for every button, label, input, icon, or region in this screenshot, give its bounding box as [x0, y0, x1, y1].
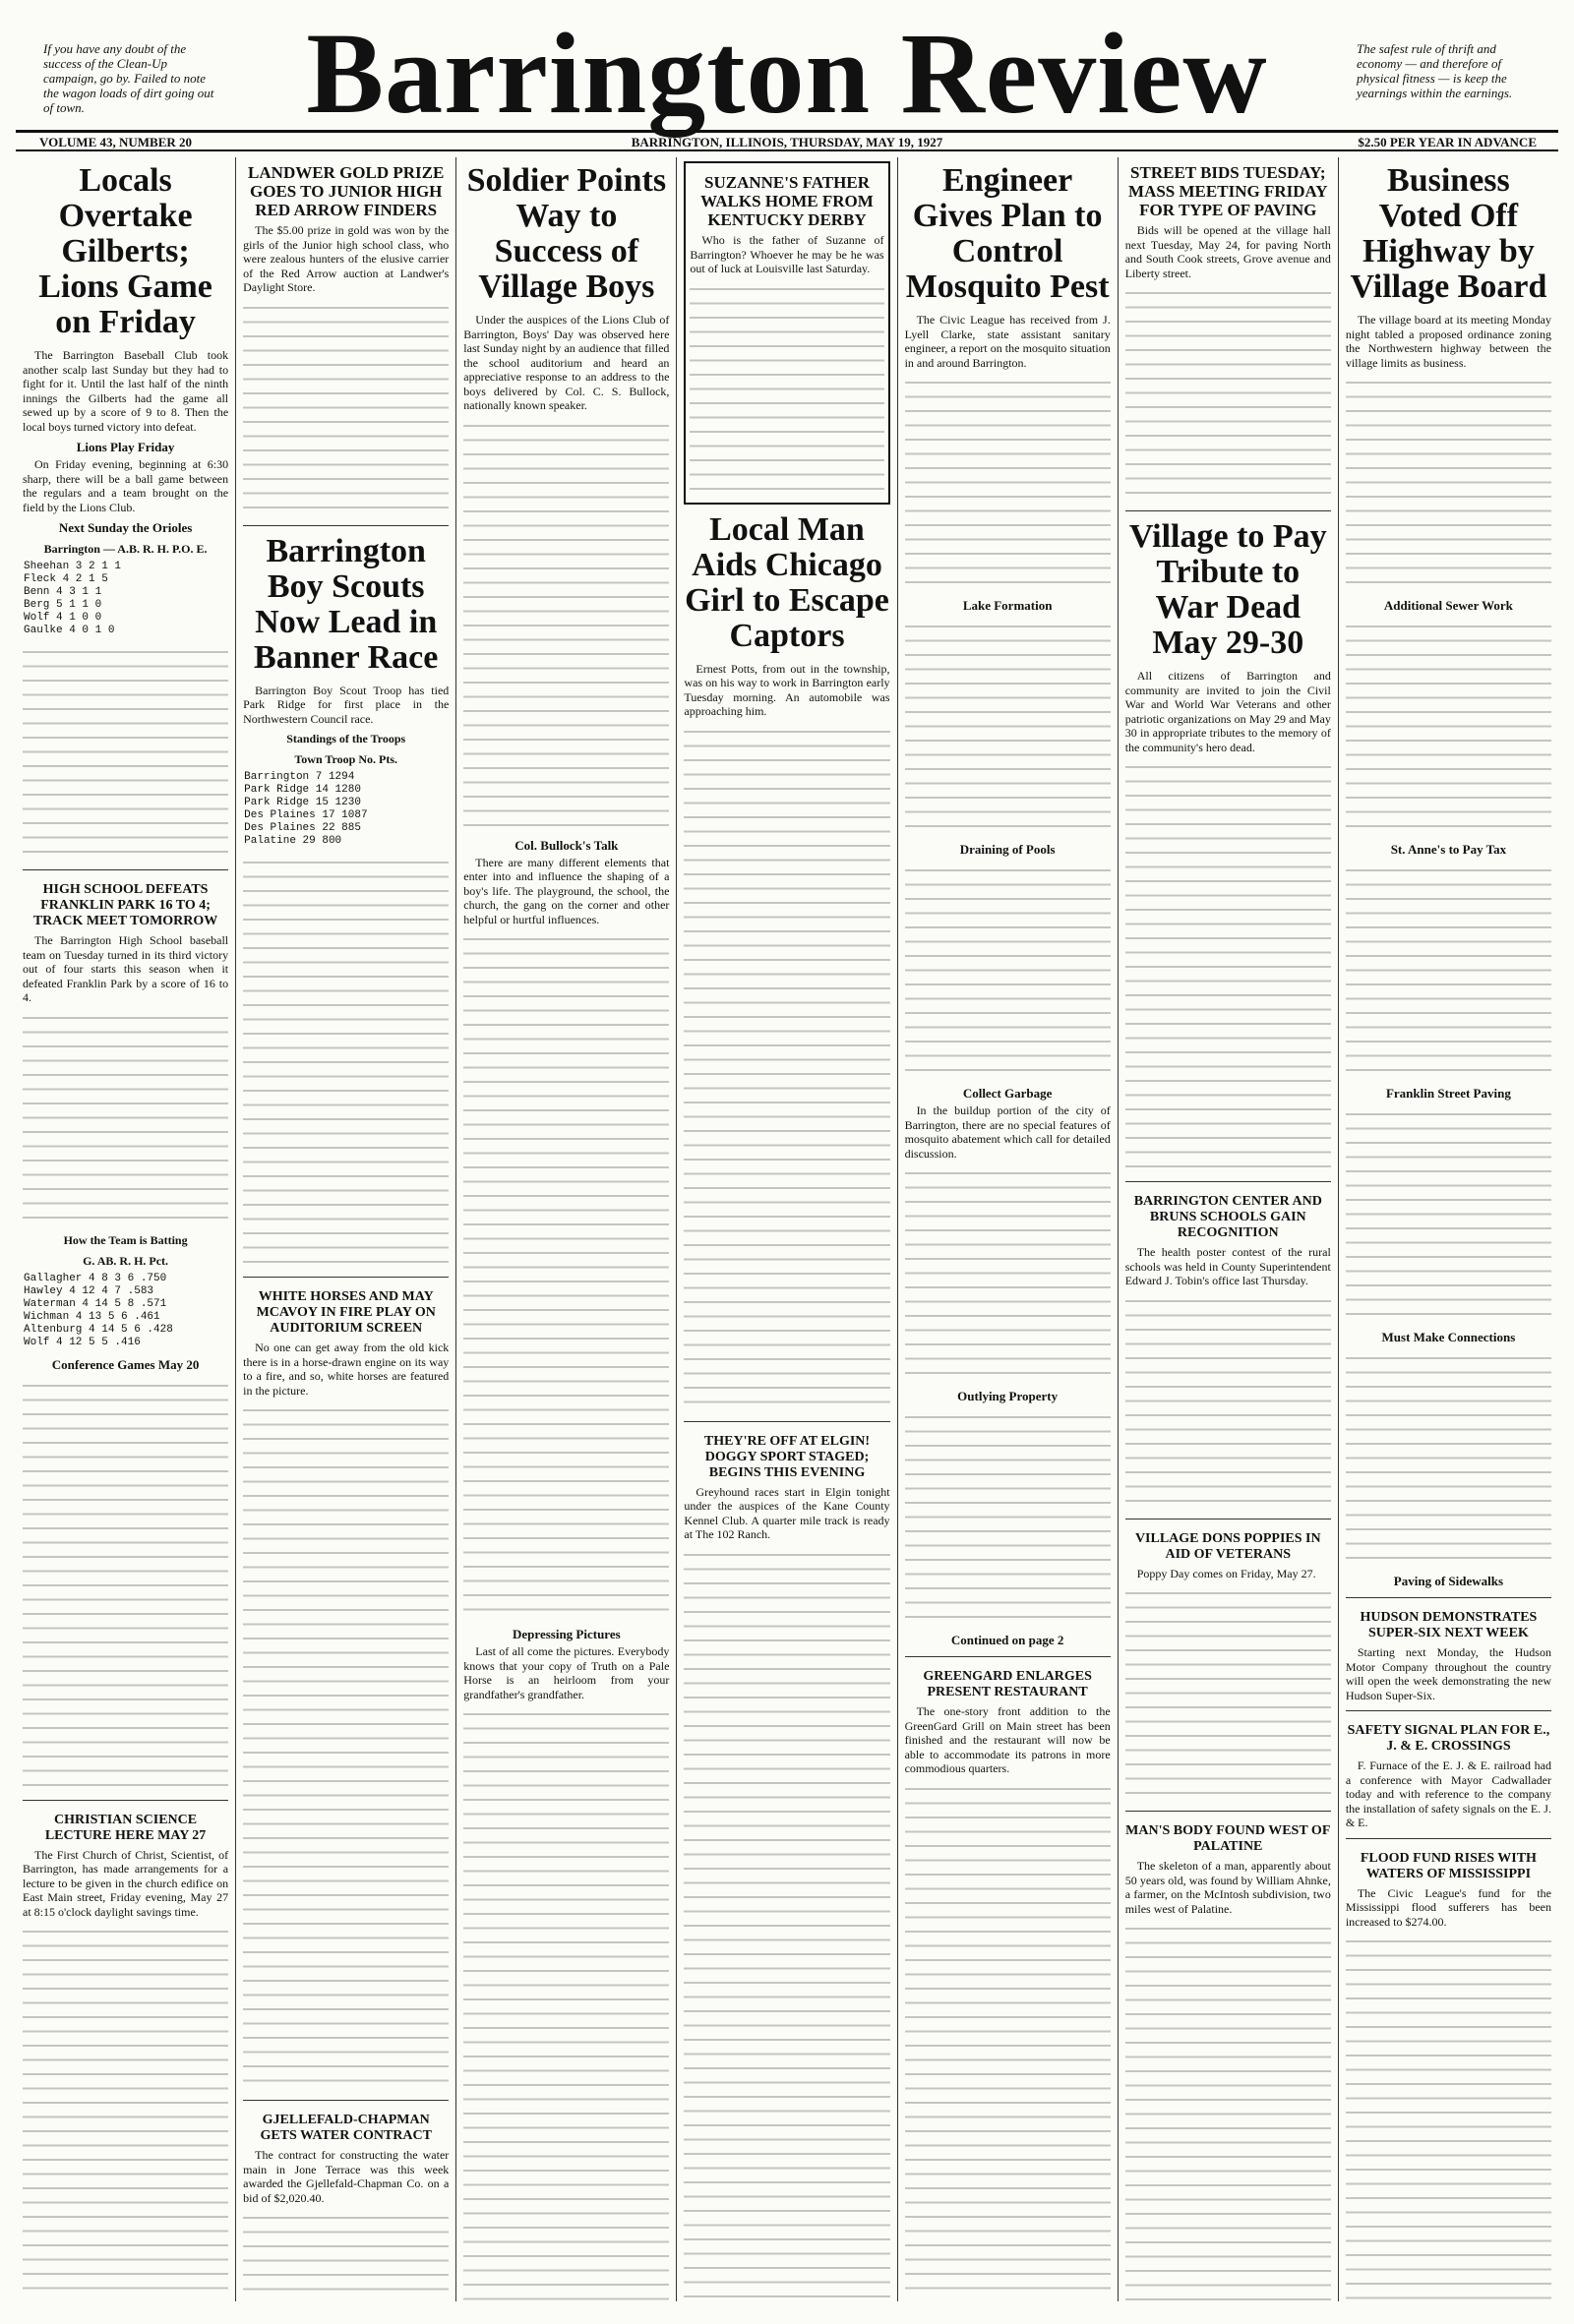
article-text-block	[1125, 760, 1331, 1173]
headline-white-horses: WHITE HORSES AND MAY MCAVOY IN FIRE PLAY ON AUDITORIUM SCREEN	[256, 1289, 436, 1336]
article-text: The Barrington Baseball Club took another scalp last Sunday but they had to fight for it. Until the last half of the ninth innings the Gilberts had the game all sewed up by a score of 9 to 8. Then the local boys turned victory into defeat.	[23, 348, 229, 434]
table-cell: Park Ridge 15 1230	[244, 797, 361, 808]
subhead: Must Make Connections	[1381, 1330, 1516, 1344]
article-text-block	[905, 1782, 1111, 2302]
headline-hudson: HUDSON DEMONSTRATES SUPER-SIX NEXT WEEK	[1360, 1610, 1538, 1640]
table-row	[23, 573, 228, 586]
article-text-block	[23, 1925, 228, 2301]
table-cell: Berg 5 1 1 0	[24, 599, 102, 611]
headline-poppies: VILLAGE DONS POPPIES IN AID OF VETERANS	[1134, 1530, 1321, 1562]
headline-high-school: HIGH SCHOOL DEFEATS FRANKLIN PARK 16 TO 4; TRACK MEET TOMORROW	[32, 882, 218, 928]
article-text-block	[23, 1011, 228, 1227]
article-text: The one-story front addition to the GreenGard Grill on Main street has been finished and the restaurant will now be able to accommodate its patrons in more commodious quarters.	[904, 1704, 1111, 1775]
table-cell: Sheehan 3 2 1 1	[24, 561, 122, 572]
troop-table-header: Town Troop No. Pts.	[294, 752, 397, 766]
table-row	[23, 1337, 228, 1349]
article-text: The Civic League has received from J. Lyell Clarke, state assistant sanitary engineer, a report on the mosquito situation in and around Barrington.	[904, 313, 1111, 370]
article-text-block	[905, 864, 1111, 1080]
troop-table	[243, 771, 449, 848]
headline-soldier-points: Soldier Points Way to Success of Village Boys	[466, 162, 667, 305]
article-text-block	[905, 1166, 1111, 1383]
article-text: Who is the father of Suzanne of Barrington? Whoever he may be he was out of luck at Louisville last Saturday.	[690, 233, 884, 275]
headline-schools-recognition: BARRINGTON CENTER AND BRUNS SCHOOLS GAIN RECOGNITION	[1133, 1194, 1322, 1240]
divider	[684, 1421, 889, 1422]
headline-water-contract: GJELLEFALD-CHAPMAN GETS WATER CONTRACT	[260, 2113, 432, 2143]
table-cell: Fleck 4 2 1 5	[24, 573, 108, 585]
subhead: Draining of Pools	[959, 842, 1056, 857]
table-row	[243, 809, 449, 822]
divider	[243, 1277, 449, 1278]
headline-christian-science: CHRISTIAN SCIENCE LECTURE HERE MAY 27	[44, 1812, 207, 1843]
table-row	[243, 784, 449, 797]
table-cell: Altenburg 4 14 5 6 .428	[24, 1323, 173, 1336]
table-cell: Wolf 4 1 0 0	[24, 612, 102, 624]
article-text: Last of all come the pictures. Everybody knows that your copy of Truth on a Pale Horse is an heirloom from your grandfather's grandfather.	[463, 1644, 670, 1701]
article-text-block	[905, 620, 1111, 836]
headline-suzanne: SUZANNE'S FATHER WALKS HOME FROM KENTUCKY DERBY	[700, 173, 874, 229]
divider	[1125, 510, 1331, 511]
article-text: Bids will be opened at the village hall next Tuesday, May 24, for paving North and South Cook streets, Grove avenue and Liberty street.	[1124, 223, 1331, 280]
article-text: Poppy Day comes on Friday, May 27.	[1136, 1566, 1316, 1580]
divider	[1346, 1710, 1551, 1711]
masthead	[16, 9, 1558, 138]
table-row	[23, 1311, 228, 1324]
article-text: The $5.00 prize in gold was won by the girls of the Junior high school class, who were zealous hunters of the elusive carrier of the Red Arrow auction at Landwer's Daylight Store.	[243, 223, 450, 294]
subhead: Additional Sewer Work	[1383, 598, 1513, 613]
article-text: No one can get away from the old kick there is in a horse-drawn engine on its way to a fire, and so, white horses are featured in the picture.	[243, 1341, 450, 1398]
newspaper-title: Barrington Review	[306, 9, 1268, 138]
table-cell: Barrington 7 1294	[244, 771, 355, 783]
article-text: On Friday evening, beginning at 6:30 sharp, there will be a ball game between the regulars and a team brought on the field by the Lions Club.	[23, 457, 229, 514]
article-text: The skeleton of a man, apparently about 50 years old, was found by William Ahnke, a farmer, on the McIntosh subdivision, two miles west of Palatine.	[1124, 1859, 1331, 1916]
dateline-bar	[16, 130, 1558, 151]
subhead: Lions Play Friday	[76, 440, 175, 454]
article-text: The First Church of Christ, Scientist, of Barrington, has made arrangements for a lecture to be given in the church edifice on East Main street, Friday evening, May 27 at 8:15 o'clock daylight savings time.	[23, 1847, 229, 1919]
divider	[905, 1656, 1111, 1657]
date-location: BARRINGTON, ILLINOIS, THURSDAY, MAY 19, 1927	[631, 135, 943, 149]
subhead: Depressing Pictures	[513, 1627, 621, 1641]
batting-table-title: How the Team is Batting	[63, 1232, 188, 1247]
table-row	[23, 586, 228, 599]
article-text-block	[905, 1410, 1111, 1627]
article-text-block	[243, 2211, 449, 2301]
table-row	[243, 771, 449, 784]
table-row	[23, 599, 228, 612]
subhead: Franklin Street Paving	[1385, 1086, 1511, 1101]
column-4	[677, 157, 897, 2301]
continued-note: Continued on page 2	[950, 1633, 1064, 1647]
table-row	[23, 1298, 228, 1311]
table-cell: Palatine 29 800	[244, 835, 342, 847]
column-5	[898, 157, 1119, 2301]
article-text-block	[463, 1707, 669, 2301]
article-text-block	[684, 1548, 889, 2302]
article-text-block	[690, 282, 883, 499]
article-text-block	[1125, 1294, 1331, 1511]
headline-greengard: GREENGARD ENLARGES PRESENT RESTAURANT	[923, 1669, 1092, 1699]
article-text-block	[1346, 1107, 1551, 1324]
table-cell: Des Plaines 17 1087	[244, 809, 368, 821]
subhead: Collect Garbage	[962, 1086, 1053, 1101]
headline-safety-signal: SAFETY SIGNAL PLAN FOR E., J. & E. CROSSINGS	[1347, 1723, 1550, 1754]
article-text-block	[23, 1379, 228, 1792]
divider	[1346, 1838, 1551, 1839]
article-text: The Civic League's fund for the Mississippi flood sufferers has been increased to $274.00.	[1345, 1885, 1551, 1929]
table-row	[243, 822, 449, 835]
box-score-header: Barrington — A.B. R. H. P.O. E.	[43, 542, 208, 556]
article-text-block	[23, 645, 228, 862]
divider	[1125, 1519, 1331, 1520]
table-cell: Wichman 4 13 5 6 .461	[24, 1310, 160, 1323]
subhead: Lake Formation	[962, 598, 1053, 613]
table-cell: Waterman 4 14 5 8 .571	[24, 1297, 167, 1310]
subhead: Next Sunday the Orioles	[58, 520, 193, 535]
article-text: Greyhound races start in Elgin tonight under the auspices of the Kane County Kennel Club. A quarter mile track is ready at The 102 Ranch.	[684, 1484, 890, 1541]
article-text: The health poster contest of the rural schools was held in County Superintendent Edward J. Tobin's office last Thursday.	[1124, 1245, 1331, 1287]
subhead: Conference Games May 20	[51, 1356, 200, 1372]
divider	[23, 869, 228, 870]
article-text-block	[684, 725, 889, 1413]
divider	[23, 1800, 228, 1801]
divider	[1125, 1181, 1331, 1182]
subhead: Outlying Property	[957, 1389, 1059, 1403]
table-row	[23, 1285, 228, 1298]
divider	[243, 2100, 449, 2101]
table-row	[243, 797, 449, 809]
table-cell: Wolf 4 12 5 5 .416	[24, 1336, 141, 1348]
article-text: Barrington Boy Scout Troop has tied Park Ridge for first place in the Northwestern Council race.	[243, 683, 450, 726]
table-row	[23, 612, 228, 625]
headline-street-bids: STREET BIDS TUESDAY; MASS MEETING FRIDAY FOR TYPE OF PAVING	[1128, 163, 1328, 219]
column-3	[456, 157, 677, 2301]
article-text-block	[243, 301, 449, 517]
article-text: All citizens of Barrington and community are invited to join the Civil War and World War Veterans and other patriotic organizations on May 29 and May 30 in appropriate tributes to the memory of the community's hero dead.	[1124, 669, 1331, 754]
article-text-block	[243, 1403, 449, 2092]
subhead: Col. Bullock's Talk	[515, 837, 619, 853]
article-text-block	[905, 376, 1111, 592]
headline-landwer: LANDWER GOLD PRIZE GOES TO JUNIOR HIGH RED ARROW FINDERS	[248, 163, 445, 219]
headline-boy-scouts: Barrington Boy Scouts Now Lead in Banner Race	[254, 532, 439, 676]
headline-local-man: Local Man Aids Chicago Girl to Escape Captors	[685, 510, 889, 654]
article-text: There are many different elements that enter into and influence the shaping of a boy's life. The playground, the school, the church, the gang on the corner and other helpful or hurtful influences.	[463, 855, 670, 926]
right-ear-box: The safest rule of thrift and economy — and therefore of physical fitness — is keep the yearnings within the earnings.	[1357, 41, 1513, 100]
article-columns	[16, 157, 1558, 2301]
article-text-block	[1346, 1935, 1551, 2301]
headline-flood-fund: FLOOD FUND RISES WITH WATERS OF MISSISSIPPI	[1360, 1850, 1537, 1881]
article-text: In the buildup portion of the city of Barrington, there are no special features of mosquito abatement which call for detailed discussion.	[904, 1103, 1111, 1161]
article-text: Under the auspices of the Lions Club of Barrington, Boys' Day was observed here last Sunday night by an audience that filled the school auditorium and heard an appreciative response to an address to the boys delivered by Col. C. S. Bullock, nationally known speaker.	[463, 313, 670, 412]
table-cell: Hawley 4 12 4 7 .583	[24, 1284, 154, 1297]
article-text-block	[1346, 620, 1551, 836]
troop-table-title: Standings of the Troops	[286, 732, 406, 745]
article-text: Ernest Potts, from out in the township, was on his way to work in Barrington early Tuesday morning. An automobile was approaching him.	[684, 661, 890, 718]
divider	[1125, 1811, 1331, 1812]
column-7	[1339, 157, 1558, 2301]
article-text: The village board at its meeting Monday night tabled a proposed ordinance zoning the Northwestern highway between the village limits as business.	[1345, 313, 1551, 370]
table-cell: Benn 4 3 1 1	[24, 586, 102, 598]
article-text-block	[1346, 1351, 1551, 1568]
headline-elgin-races: THEY'RE OFF AT ELGIN! DOGGY SPORT STAGED; BEGINS THIS EVENING	[703, 1433, 871, 1480]
article-text-block	[1346, 376, 1551, 592]
left-ear-box: If you have any doubt of the success of the Clean-Up campaign, go by. Failed to note the wagon loads of dirt going out of town.	[43, 41, 214, 115]
column-2	[236, 157, 456, 2301]
article-text-block	[243, 856, 449, 1269]
table-row	[243, 835, 449, 848]
article-text-block	[1125, 286, 1331, 503]
table-row	[23, 1273, 228, 1285]
table-cell: Gaulke 4 0 1 0	[24, 625, 115, 636]
article-text: The contract for constructing the water main in Jone Terrace was this week awarded the Gjellefald-Chapman Co. on a bid of $2,020.40.	[243, 2148, 450, 2205]
table-row	[23, 625, 228, 637]
table-cell: Park Ridge 14 1280	[244, 784, 361, 796]
article-text: Starting next Monday, the Hudson Motor Company throughout the country will open the week demonstrating the new Hudson Super-Six.	[1345, 1645, 1551, 1702]
subhead: Paving of Sidewalks	[1393, 1574, 1504, 1588]
table-row	[23, 561, 228, 573]
headline-baseball: Locals Overtake Gilberts; Lions Game on Friday	[38, 162, 212, 340]
article-text-block	[1125, 1586, 1331, 1803]
table-cell: Des Plaines 22 885	[244, 822, 361, 834]
column-1	[16, 157, 236, 2301]
volume-number: VOLUME 43, NUMBER 20	[39, 135, 193, 149]
headline-body-found: MAN'S BODY FOUND WEST OF PALATINE	[1125, 1823, 1331, 1854]
table-row	[23, 1324, 228, 1337]
subscription-price: $2.50 PER YEAR IN ADVANCE	[1358, 135, 1537, 149]
article-text-block	[463, 419, 669, 832]
subhead: St. Anne's to Pay Tax	[1390, 842, 1507, 857]
batting-table	[23, 1273, 228, 1349]
headline-mosquito: Engineer Gives Plan to Control Mosquito Pest	[905, 162, 1110, 305]
article-text: F. Furnace of the E. J. & E. railroad had a conference with Mayor Cadwallader today and with reference to the company the installation of safety signals on the E. J. & E.	[1345, 1758, 1551, 1829]
headline-business-voted: Business Voted Off Highway by Village Board	[1350, 162, 1547, 305]
table-cell: Gallagher 4 8 3 6 .750	[24, 1272, 167, 1284]
suzanne-box	[684, 161, 889, 505]
article-text: The Barrington High School baseball team on Tuesday turned in its third victory out of four starts this season when it defeated Franklin Park by a score of 16 to 4.	[23, 933, 229, 1004]
headline-war-dead: Village to Pay Tribute to War Dead May 29-30	[1128, 518, 1327, 661]
column-6	[1119, 157, 1339, 2301]
divider	[243, 525, 449, 526]
batting-table-header: G. AB. R. H. Pct.	[83, 1253, 169, 1268]
article-text-block	[463, 932, 669, 1621]
box-score-table	[23, 561, 228, 637]
article-text-block	[1346, 864, 1551, 1080]
article-text-block	[1125, 1922, 1331, 2301]
divider	[1346, 1597, 1551, 1598]
